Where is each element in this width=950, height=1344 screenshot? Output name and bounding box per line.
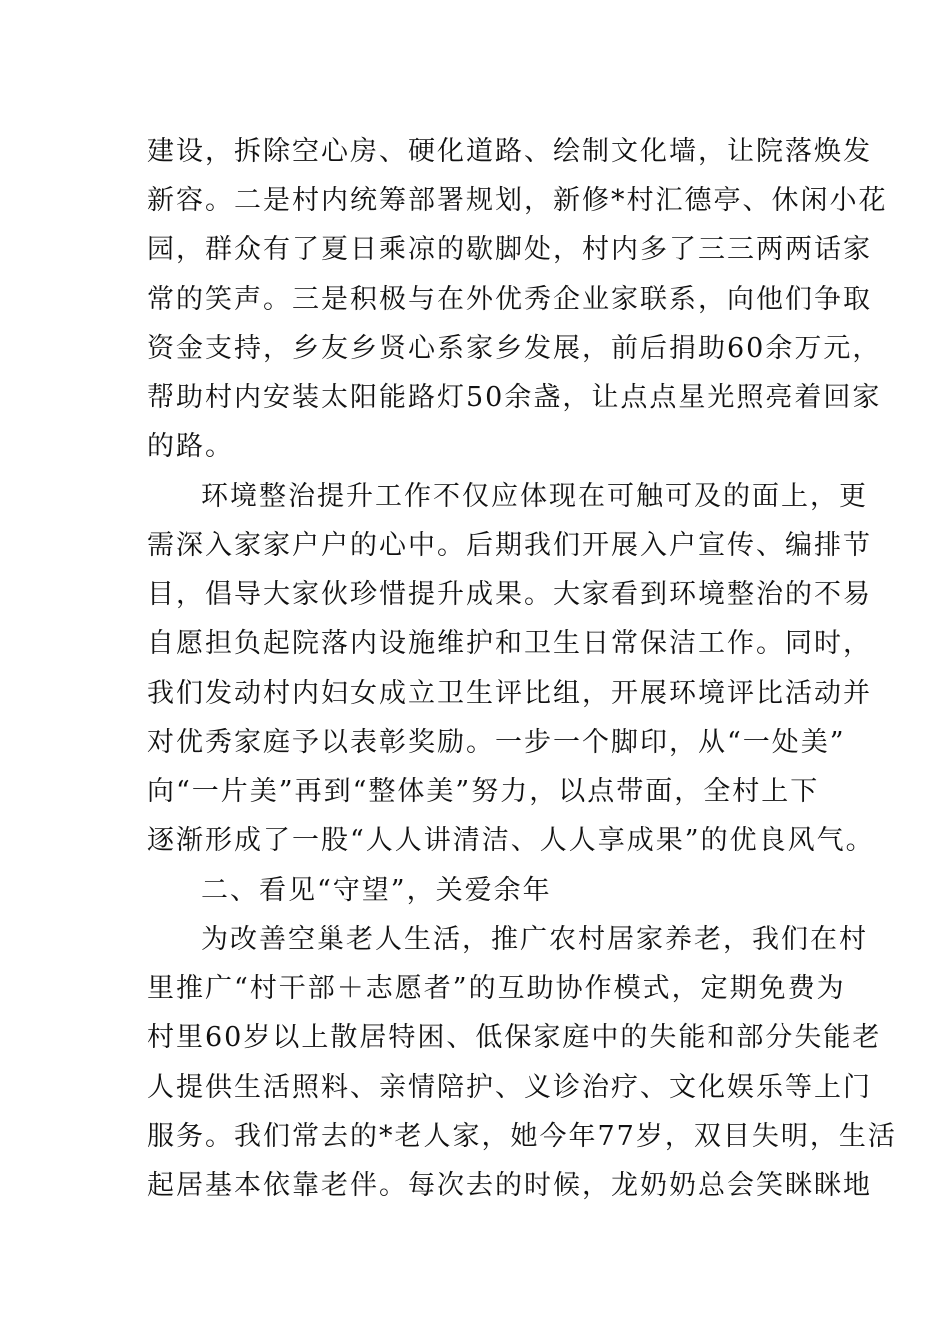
text-line: 起居基本依靠老伴。每次去的时候，龙奶奶总会笑眯眯地 (147, 1170, 872, 1201)
text-line: 园，群众有了夏日乘凉的歇脚处，村内多了三三两两话家 (147, 234, 872, 265)
text-line: 村里60岁以上散居特困、低保家庭中的失能和部分失能老 (147, 1022, 882, 1053)
text-line: 我们发动村内妇女成立卫生评比组，开展环境评比活动并 (147, 678, 872, 709)
text-line: 需深入家家户户的心中。后期我们开展入户宣传、编排节 (147, 530, 872, 561)
text-line: 自愿担负起院落内设施维护和卫生日常保洁工作。同时， (147, 628, 872, 659)
paragraph-first-line: 为改善空巢老人生活，推广农村居家养老，我们在村 (201, 924, 868, 955)
text-line: 目，倡导大家伙珍惜提升成果。大家看到环境整治的不易 (147, 579, 872, 610)
text-line: 新容。二是村内统筹部署规划，新修*村汇德亭、休闲小花 (147, 185, 888, 216)
text-line: 人提供生活照料、亲情陪护、义诊治疗、文化娱乐等上门 (147, 1072, 872, 1103)
paragraph-first-line: 环境整治提升工作不仅应体现在可触可及的面上，更 (201, 481, 868, 512)
text-line: 逐渐形成了一股“人人讲清洁、人人享成果”的优良风气。 (147, 825, 875, 856)
text-line: 服务。我们常去的*老人家，她今年77岁，双目失明，生活 (147, 1121, 897, 1152)
text-line: 建设，拆除空心房、硬化道路、绘制文化墙，让院落焕发 (147, 136, 872, 167)
text-line: 里推广“村干部＋志愿者”的互助协作模式，定期免费为 (147, 973, 846, 1004)
section-heading: 二、看见“守望”，关爱余年 (201, 875, 552, 906)
text-line: 向“一片美”再到“整体美”努力，以点带面，全村上下 (147, 776, 820, 807)
text-line: 帮助村内安装太阳能路灯50余盏，让点点星光照亮着回家 (147, 382, 882, 413)
text-line: 对优秀家庭予以表彰奖励。一步一个脚印，从“一处美” (147, 727, 846, 758)
text-line: 的路。 (147, 431, 234, 462)
text-line: 常的笑声。三是积极与在外优秀企业家联系，向他们争取 (147, 284, 872, 315)
text-line: 资金支持，乡友乡贤心系家乡发展，前后捐助60余万元， (147, 333, 882, 364)
